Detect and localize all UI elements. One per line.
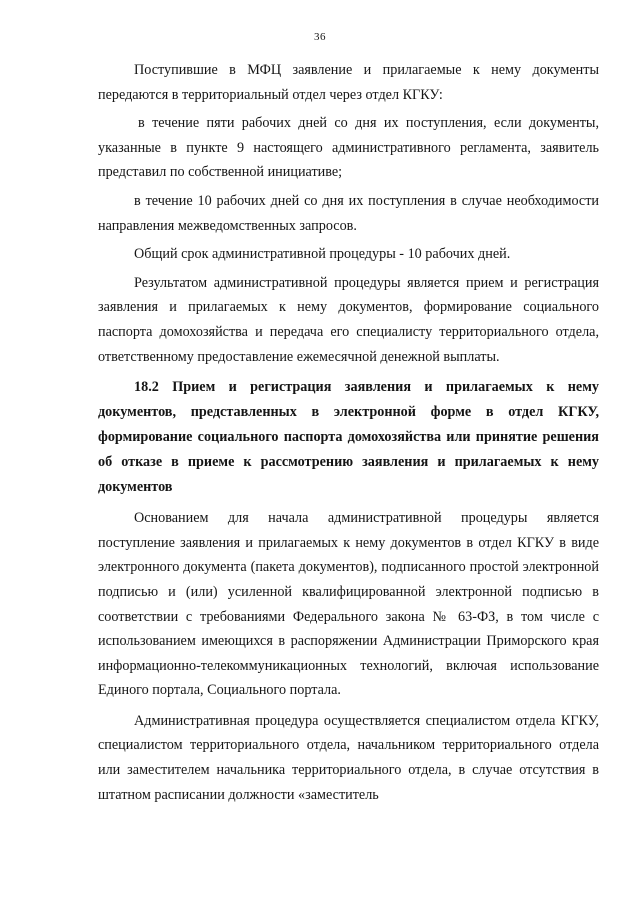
paragraph-procedure-performer: Административная процедура осуществляется специалистом отдела КГКУ, специалистом территориального отдела, начальником территориального отдела или заместителем начальника территориального отдела, в случае отсутствия в штатном расписании должности «заместитель xyxy=(98,712,599,803)
paragraph-basis: Основанием для начала административной процедуры является поступление заявления и прилагаемых к нему документов в отдел КГКУ в виде электронного документа (пакета документов), подписанного простой электронной подписью и (или) усиленной квалифицированной электронной подписью в соответствии с требованиями Федерального закона № 63-ФЗ, в том числе с использованием имеющихся в распоряжении Администрации Приморского края информационно-телекоммуникационных технологий, включая использование Единого портала, Социального портала. xyxy=(98,510,599,699)
page-number: 36 xyxy=(314,31,326,43)
paragraph-total-term: Общий срок административной процедуры - 10 рабочих дней. xyxy=(134,246,511,263)
section-heading-18-2: 18.2 Прием и регистрация заявления и прилагаемых к нему документов, представленных в электронной форме в отдел КГКУ, формирование социального паспорта домохозяйства или принятие решения об отказе в приеме к рассмотрению заявления и прилагаемых к нему документов xyxy=(98,379,599,496)
paragraph-mfc-transfer: Поступившие в МФЦ заявление и прилагаемые к нему документы передаются в территориальный отдел через отдел КГКУ: xyxy=(98,62,599,103)
paragraph-ten-days: в течение 10 рабочих дней со дня их поступления в случае необходимости направления межведомственных запросов. xyxy=(98,192,599,234)
document-body xyxy=(98,58,599,807)
paragraph-result: Результатом административной процедуры является прием и регистрация заявления и прилагаемых к нему документов, формирование социального паспорта домохозяйства и передача его специалисту территориального отдела, ответственному предоставление ежемесячной денежной выплаты. xyxy=(98,274,599,365)
paragraph-five-days: в течение пяти рабочих дней со дня их поступления, если документы, указанные в пункте 9 настоящего административного регламента, заявитель представил по собственной инициативе; xyxy=(98,115,599,181)
